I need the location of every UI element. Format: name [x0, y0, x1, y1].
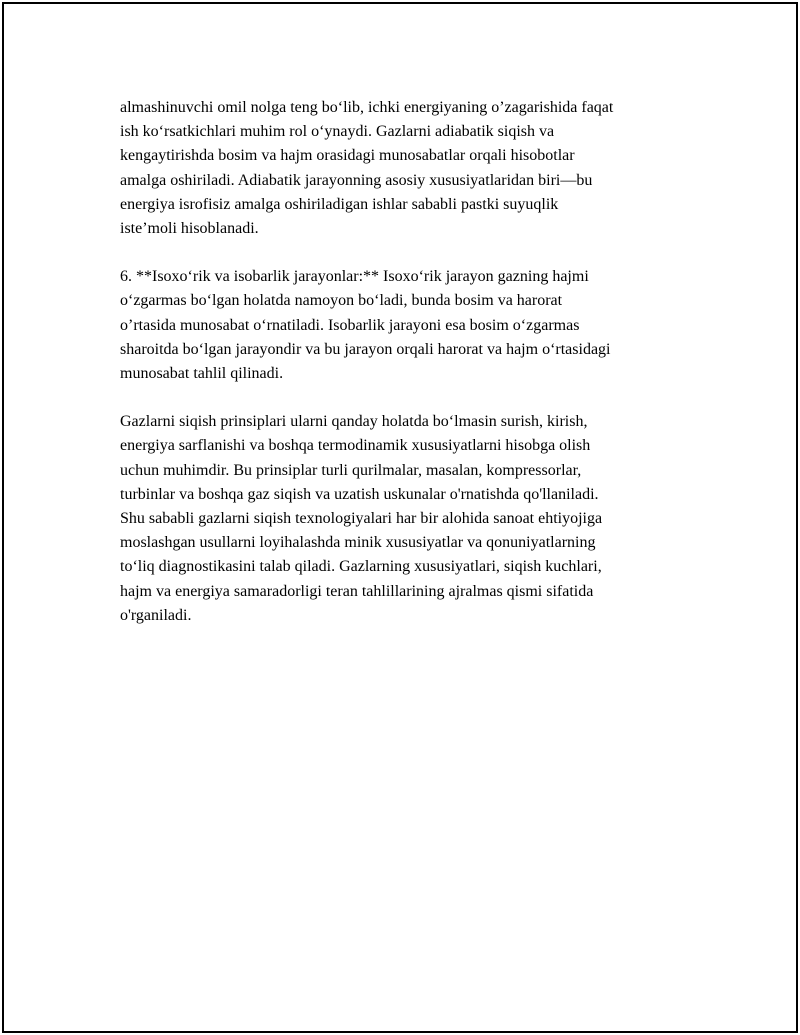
text-line: munosabat tahlil qilinadi. — [120, 365, 284, 383]
text-line: o'rganiladi. — [120, 606, 192, 624]
text-line: moslashgan usullarni loyihalashda minik xususiyatlar va qonuniyatlarning — [120, 534, 596, 552]
text-line: turbinlar va boshqa gaz siqish va uzatish uskunalar o'rnatishda qo'llaniladi. — [120, 485, 599, 503]
text-line: o‘zgarmas bo‘lgan holatda namoyon bo‘ladi, bunda bosim va harorat — [120, 292, 563, 310]
text-line: to‘liq diagnostikasini talab qiladi. Gazlarning xususiyatlari, siqish kuchlari, — [120, 558, 602, 576]
paragraph-adiabatic — [120, 96, 696, 241]
text-line: energiya isrofisiz amalga oshiriladigan ishlar sababli pastki suyuqlik — [120, 195, 559, 213]
text-line: iste’moli hisoblanadi. — [120, 220, 259, 238]
page-frame — [2, 2, 798, 1033]
text-line: almashinuvchi omil nolga teng bo‘lib, ichki energiyaning o’zagarishida faqat — [120, 99, 614, 116]
paragraph-isochoric-isobaric — [120, 265, 696, 386]
text-line: sharoitda bo‘lgan jarayondir va bu jarayon orqali harorat va hajm o‘rtasidagi — [120, 340, 611, 358]
text-line: o’rtasida munosabat o‘rnatiladi. Isobarlik jarayoni esa bosim o‘zgarmas — [120, 316, 580, 334]
text-line: 6. **Isoxo‘rik va isobarlik jarayonlar:** Isoxo‘rik jarayon gazning hajmi — [120, 268, 589, 286]
text-line: kengaytirishda bosim va hajm orasidagi munosabatlar orqali hisobotlar — [120, 147, 575, 165]
paragraph-compression-principles — [120, 410, 696, 628]
text-line: uchun muhimdir. Bu prinsiplar turli qurilmalar, masalan, kompressorlar, — [120, 461, 582, 479]
text-line: hajm va energiya samaradorligi teran tahlillarining ajralmas qismi sifatida — [120, 582, 594, 600]
document-body — [120, 96, 696, 652]
text-line: Gazlarni siqish prinsiplari ularni qanday holatda bo‘lmasin surish, kirish, — [120, 413, 588, 431]
text-line: ish ko‘rsatkichlari muhim rol o‘ynaydi. Gazlarni adiabatik siqish va — [120, 123, 555, 141]
text-line: energiya sarflanishi va boshqa termodinamik xususiyatlarni hisobga olish — [120, 437, 591, 455]
text-line: amalga oshiriladi. Adiabatik jarayonning asosiy xususiyatlaridan biri—bu — [120, 171, 593, 189]
text-line: Shu sababli gazlarni siqish texnologiyalari har bir alohida sanoat ehtiyojiga — [120, 510, 603, 528]
